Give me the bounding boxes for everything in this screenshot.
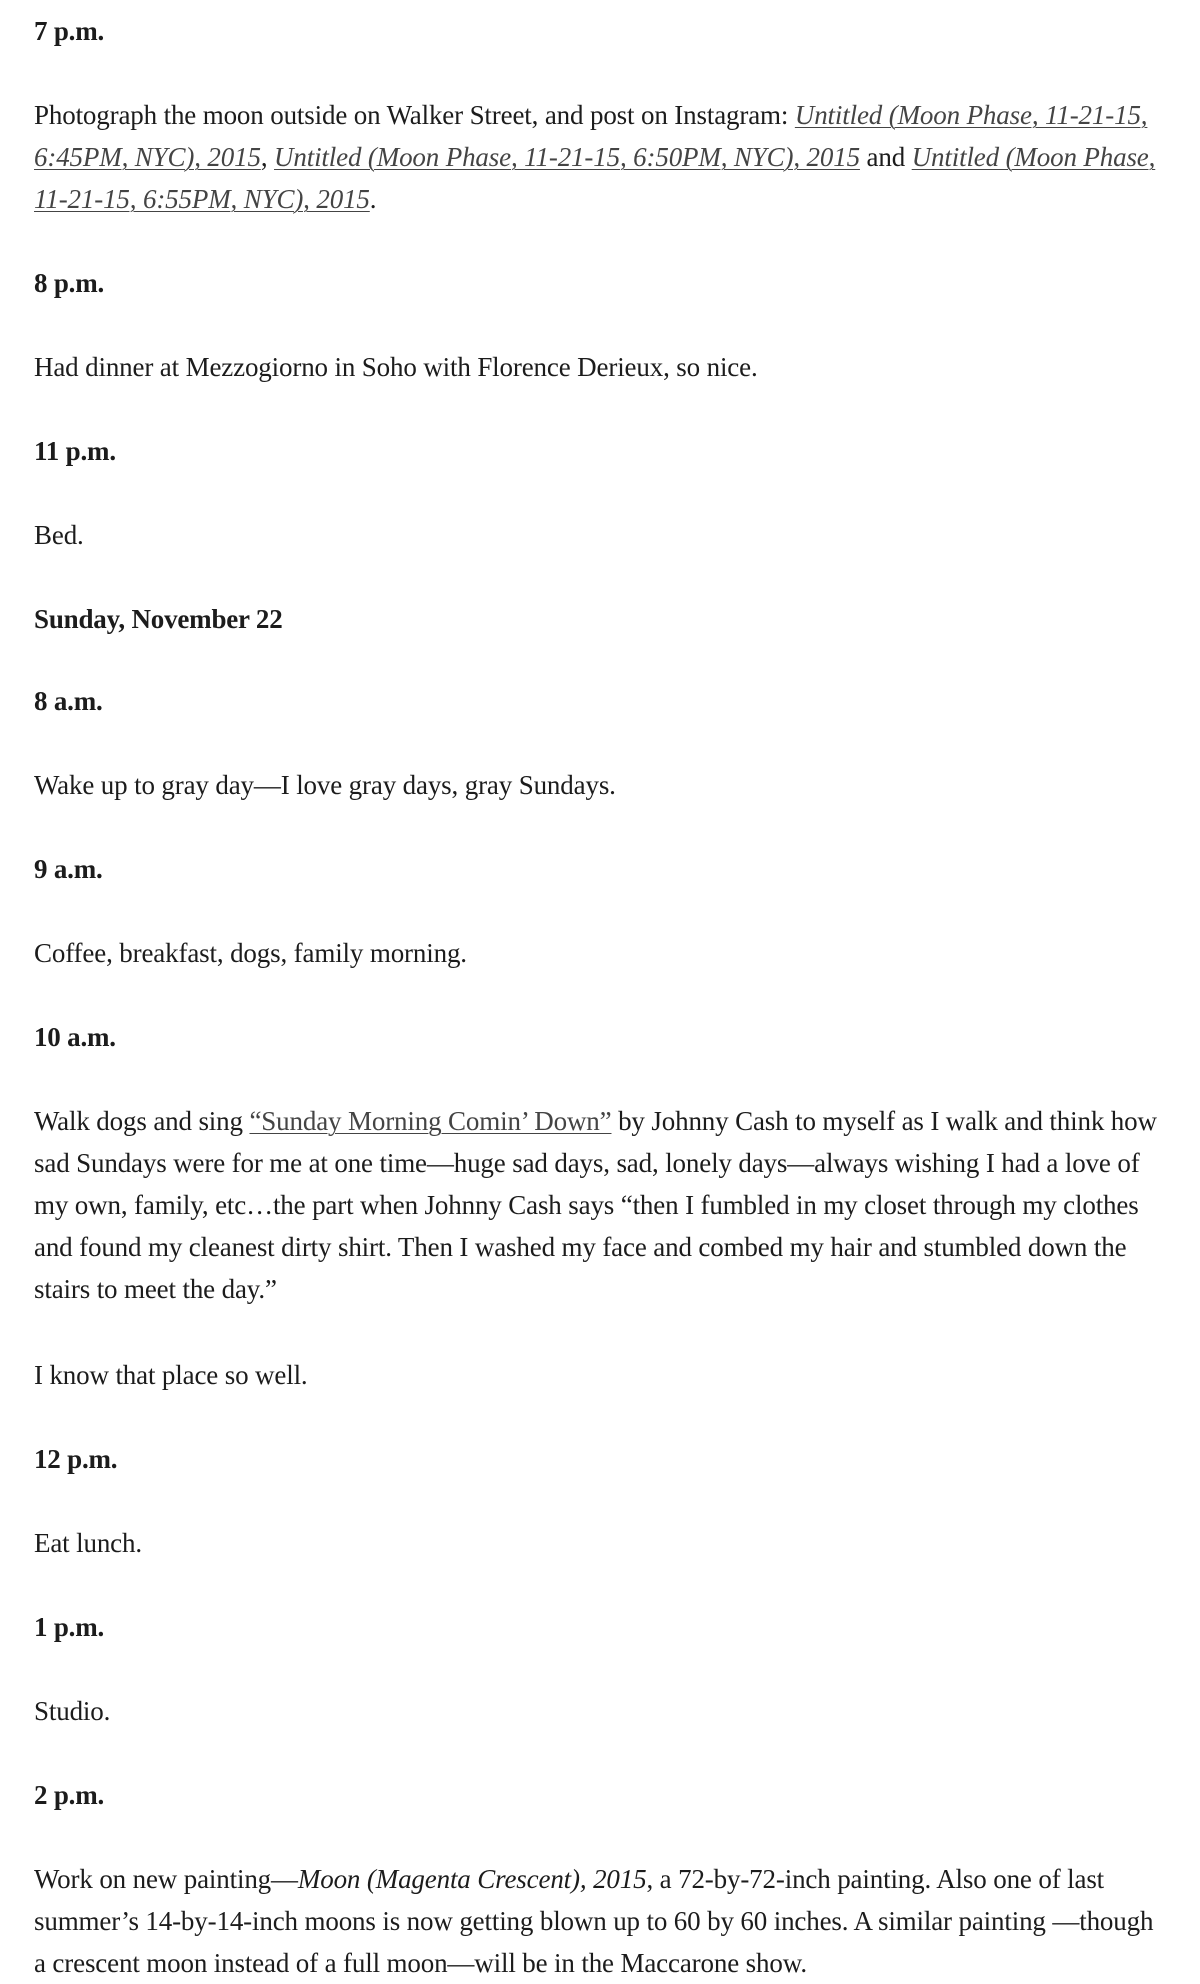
paragraph-coffee: Coffee, breakfast, dogs, family morning. [34,938,467,968]
date-heading-sunday: Sunday, November 22 [34,604,283,634]
time-heading-7pm: 7 p.m. [34,16,105,46]
moon-phase-link-3[interactable]: Untitled (Moon Phase, 11-21-15, 6:55PM, NYC), 2015 [34,142,1156,214]
paragraph-wake: Wake up to gray day—I love gray days, gray Sundays. [34,770,616,800]
paint-text-after: , a 72-by-72-inch painting. Also one of last summer’s 14-by-14-inch moons is now getting blown up to 60 by 60 inches. A similar painting —though a crescent moon instead of a full moon—will be in the Maccarone show. [34,1864,1154,1978]
paragraph-studio: Studio. [34,1696,111,1726]
moon-text-after: . [369,184,377,214]
paragraph-know-place: I know that place so well. [34,1360,308,1390]
time-heading-8pm: 8 p.m. [34,268,105,298]
moon-separator-1: , [260,142,275,172]
walk-text-after: by Johnny Cash to myself as I walk and think how sad Sundays were for me at one time—huge sad days, sad, lonely days—always wishing I had a love of my own, family, etc…the part when Johnny Cash says “then I fumbled in my closet through my clothes and found my cleanest dirty shirt. Then I washed my face and combed my hair and stumbled down the stairs to meet the day.” [34,1106,1157,1304]
paragraph-bed: Bed. [34,520,84,550]
time-heading-9am: 9 a.m. [34,854,103,884]
moon-separator-2: and [859,142,912,172]
time-heading-1pm: 1 p.m. [34,1612,105,1642]
moon-phase-link-1[interactable]: Untitled (Moon Phase, 11-21-15, 6:45PM, NYC), 2015 [34,100,1148,172]
time-heading-12pm: 12 p.m. [34,1444,118,1474]
walk-text-before: Walk dogs and sing [34,1106,250,1136]
time-heading-10am: 10 a.m. [34,1022,116,1052]
moon-phase-link-2[interactable]: Untitled (Moon Phase, 11-21-15, 6:50PM, NYC), 2015 [274,142,860,172]
paragraph-painting [34,1858,1166,1984]
paragraph-lunch: Eat lunch. [34,1528,142,1558]
song-link[interactable]: “Sunday Morning Comin’ Down” [249,1106,612,1136]
paint-text-before: Work on new painting— [34,1864,298,1894]
paragraph-walk-dogs [34,1100,1166,1310]
time-heading-2pm: 2 p.m. [34,1780,105,1810]
painting-title: Moon (Magenta Crescent), 2015 [297,1864,647,1894]
paragraph-dinner: Had dinner at Mezzogiorno in Soho with Florence Derieux, so nice. [34,352,758,382]
moon-text-before: Photograph the moon outside on Walker Street, and post on Instagram: [34,100,795,130]
paragraph-moon-photos [34,94,1166,220]
time-heading-8am: 8 a.m. [34,686,103,716]
time-heading-11pm: 11 p.m. [34,436,116,466]
